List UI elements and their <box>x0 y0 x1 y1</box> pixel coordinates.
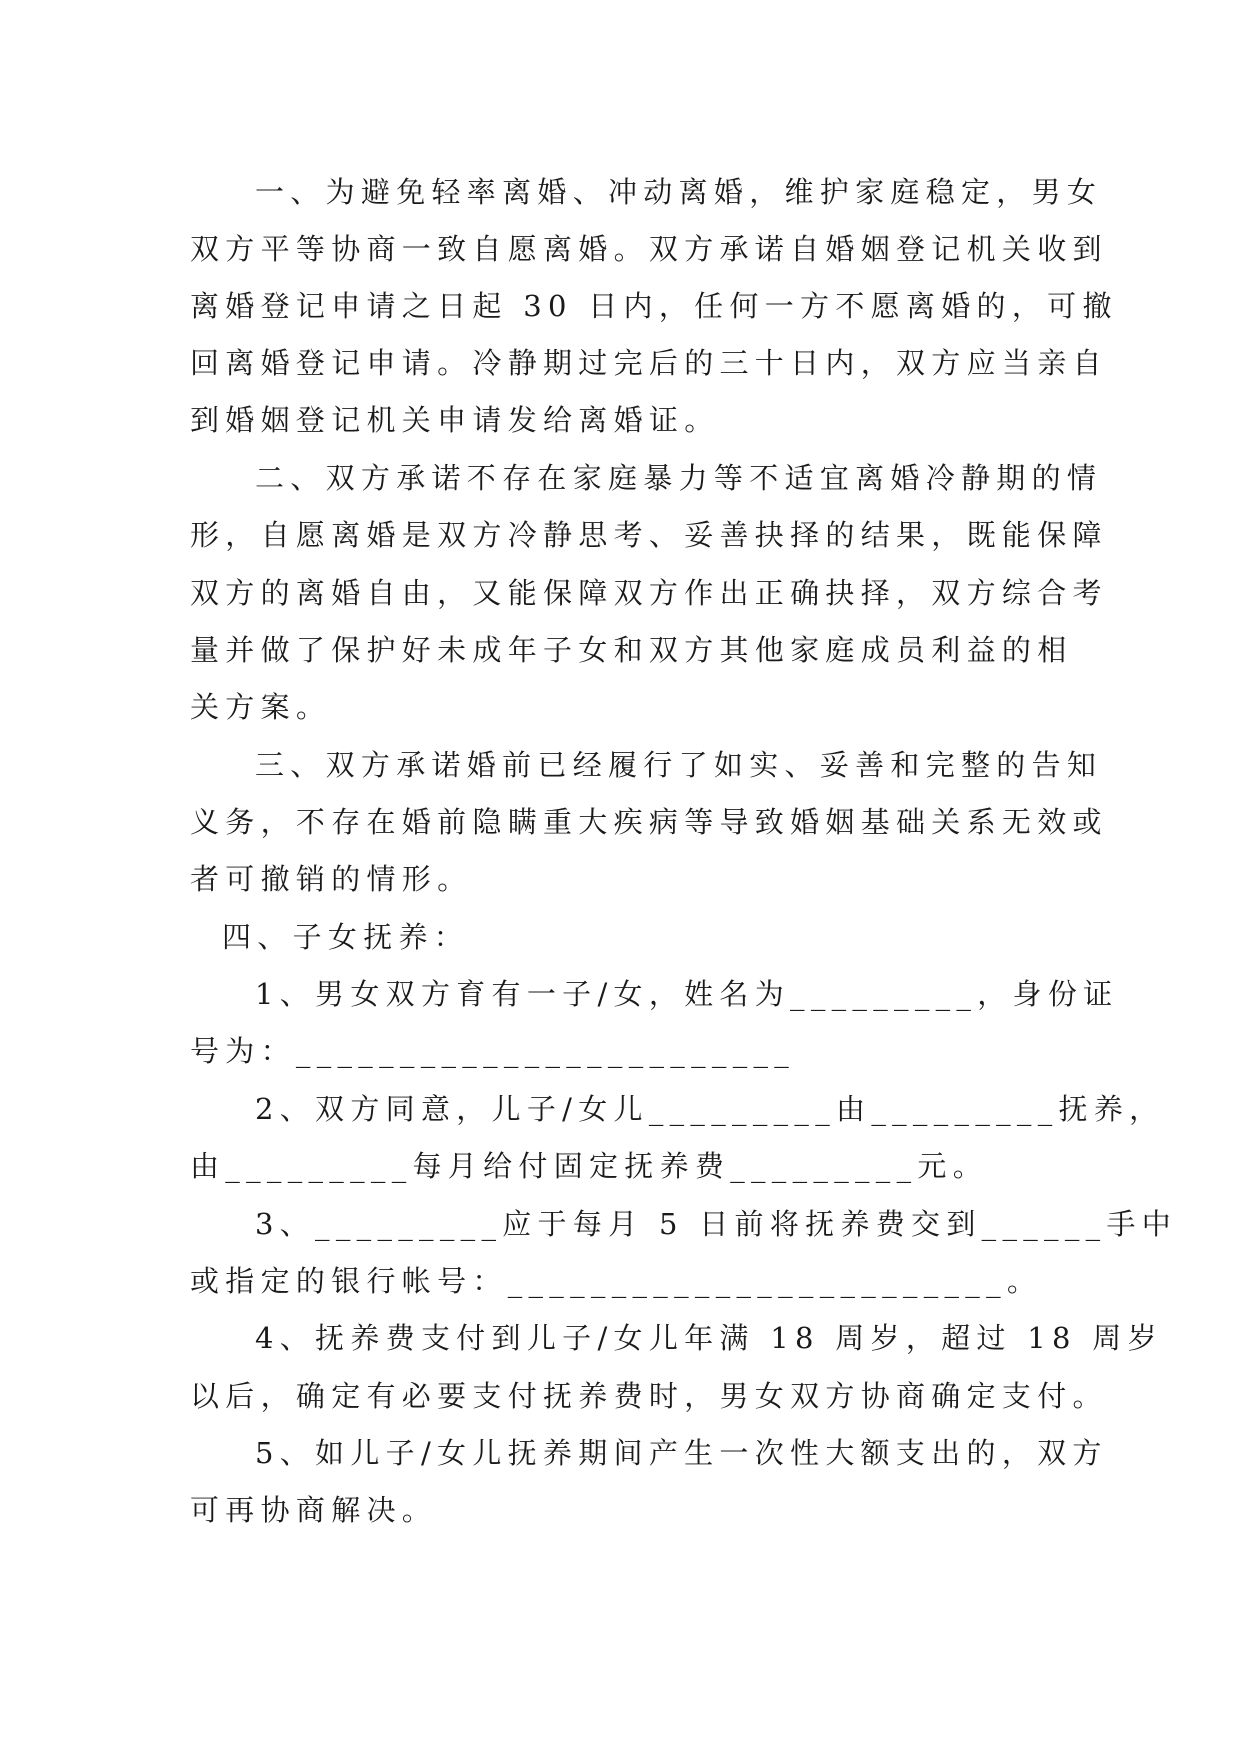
item-4-line-2: 以后，确定有必要支付抚养费时，男女双方协商确定支付。 <box>190 1379 1108 1413</box>
clause-2-line-3: 双方的离婚自由，又能保障双方作出正确抉择，双方综合考 <box>190 576 1108 610</box>
clause-4-heading: 四、子女抚养： <box>222 920 470 954</box>
item-2-line-2: 由_________每月给付固定抚养费_________元。 <box>190 1149 989 1183</box>
clause-1-line-1: 一、为避免轻率离婚、冲动离婚，维护家庭稳定，男女 <box>255 175 1103 209</box>
clause-3-line-1: 三、双方承诺婚前已经履行了如实、妥善和完整的告知 <box>255 748 1103 782</box>
clause-1-line-5: 到婚姻登记机关申请发给离婚证。 <box>190 403 720 437</box>
clause-2-line-5: 关方案。 <box>190 690 332 724</box>
clause-3-line-3: 者可撤销的情形。 <box>190 862 473 896</box>
clause-2-line-4: 量并做了保护好未成年子女和双方其他家庭成员利益的相 <box>190 633 1073 667</box>
item-5-line-2: 可再协商解决。 <box>190 1493 438 1527</box>
item-3-line-1: 3、_________应于每月 5 日前将抚养费交到______手中 <box>255 1207 1178 1241</box>
item-5-line-1: 5、如儿子/女儿抚养期间产生一次性大额支出的，双方 <box>255 1436 1108 1470</box>
item-1-line-1: 1、男女双方育有一子/女，姓名为_________，身份证 <box>255 977 1119 1011</box>
clause-3-line-2: 义务，不存在婚前隐瞒重大疾病等导致婚姻基础关系无效或 <box>190 805 1108 839</box>
clause-1-line-4: 回离婚登记申请。冷静期过完后的三十日内，双方应当亲自 <box>190 346 1108 380</box>
clause-2-line-1: 二、双方承诺不存在家庭暴力等不适宜离婚冷静期的情 <box>255 461 1103 495</box>
item-1-line-2: 号为：________________________ <box>190 1034 796 1068</box>
item-3-line-2: 或指定的银行帐号：________________________。 <box>190 1264 1043 1298</box>
clause-1-line-2: 双方平等协商一致自愿离婚。双方承诺自婚姻登记机关收到 <box>190 232 1108 266</box>
clause-1-line-3: 离婚登记申请之日起 30 日内，任何一方不愿离婚的，可撤 <box>190 289 1118 323</box>
item-2-line-1: 2、双方同意，儿子/女儿_________由_________抚养， <box>255 1092 1165 1126</box>
clause-2-line-2: 形，自愿离婚是双方冷静思考、妥善抉择的结果，既能保障 <box>190 518 1108 552</box>
item-4-line-1: 4、抚养费支付到儿子/女儿年满 18 周岁，超过 18 周岁 <box>255 1321 1163 1355</box>
